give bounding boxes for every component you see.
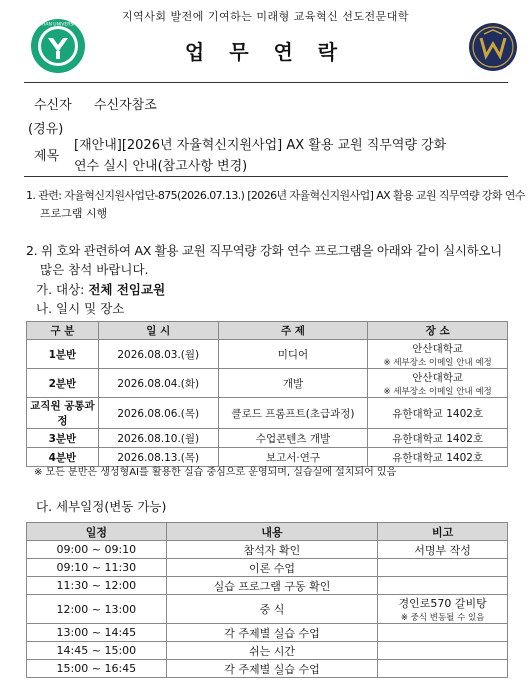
paragraph-1-line-1: 1. 관련: 자율혁신지원사업단-875(2026.07.13.) [2026년 자율혁신지원사업] AX 활용 교원 직무역량 강화 연수 (26, 189, 525, 202)
target-item (36, 280, 165, 299)
recipient-label: 수신자 (34, 98, 72, 113)
col-date: 일 시 (98, 322, 218, 340)
row-topic: 보고서·연구 (218, 448, 368, 467)
table-row (27, 660, 508, 678)
document-title: 업 무 연 락 (184, 40, 347, 64)
recipient-value: 수신자참조 (94, 98, 157, 113)
row-time: 13:00 ~ 14:45 (27, 624, 167, 642)
col-place: 장 소 (368, 322, 508, 340)
row-remark (378, 577, 508, 595)
detail-heading: 다. 세부일정(변동 가능) (36, 499, 167, 514)
row-topic: 수업콘텐츠 개발 (218, 429, 368, 448)
table-row (27, 559, 508, 577)
subject-line-1: [재안내][2026년 자율혁신지원사업] AX 활용 교원 직무역량 강화 (74, 138, 447, 153)
place-note: ※ 세부장소 이메일 안내 예정 (383, 386, 492, 397)
table-row (27, 369, 508, 398)
logo-lettering: YUHAN UNIVERSITY (35, 22, 81, 28)
row-topic: 개발 (218, 369, 368, 398)
row-date: 2026.08.13.(목) (98, 448, 218, 467)
row-time: 09:10 ~ 11:30 (27, 559, 167, 577)
remark-text: 경인로570 갈비탕 (398, 597, 487, 610)
schedule-table-header (27, 322, 508, 340)
detail-table (26, 522, 508, 678)
header-divider (24, 82, 508, 83)
row-content: 참석자 확인 (166, 541, 378, 559)
table-row (27, 429, 508, 448)
col-topic: 주 제 (218, 322, 368, 340)
table-row (27, 577, 508, 595)
row-group: 1분반 (27, 340, 99, 369)
row-topic: 미디어 (218, 340, 368, 369)
row-time: 14:45 ~ 15:00 (27, 642, 167, 660)
row-content: 중 식 (166, 595, 378, 624)
row-date: 2026.08.06.(목) (98, 398, 218, 429)
row-content: 각 주제별 실습 수업 (166, 660, 378, 678)
schedule-table (26, 321, 508, 467)
row-place: 유한대학교 1402호 (368, 429, 508, 448)
subject-label: 제목 (34, 149, 60, 164)
col-content: 내용 (166, 523, 378, 541)
row-date: 2026.08.04.(화) (98, 369, 218, 398)
row-date: 2026.08.03.(월) (98, 340, 218, 369)
row-content: 쉬는 시간 (166, 642, 378, 660)
place-note: ※ 세부장소 이메일 안내 예정 (383, 357, 492, 368)
row-place: 유한대학교 1402호 (368, 398, 508, 429)
col-remark: 비고 (378, 523, 508, 541)
target-label: 가. 대상: (36, 282, 89, 297)
university-logo-right (468, 22, 518, 72)
row-group: 교직원 공통과정 (27, 398, 99, 429)
row-time: 11:30 ~ 12:00 (27, 577, 167, 595)
table-row (27, 398, 508, 429)
row-remark (378, 559, 508, 577)
row-remark (378, 660, 508, 678)
row-place (368, 369, 508, 398)
table-row (27, 340, 508, 369)
row-date: 2026.08.10.(월) (98, 429, 218, 448)
row-time: 15:00 ~ 16:45 (27, 660, 167, 678)
table-row (27, 642, 508, 660)
row-time: 09:00 ~ 09:10 (27, 541, 167, 559)
row-group: 2분반 (27, 369, 99, 398)
remark-note: ※ 중식 변동될 수 있음 (400, 613, 485, 623)
paragraph-1-line-2: 프로그램 시행 (40, 207, 108, 220)
via-label: (경유) (28, 122, 64, 137)
paragraph-2-line-2: 많은 참석 바랍니다. (40, 262, 149, 277)
table-row (27, 595, 508, 624)
row-remark (378, 642, 508, 660)
row-topic: 클로드 프롬프트(초급과정) (218, 398, 368, 429)
row-remark: 서명부 작성 (378, 541, 508, 559)
university-logo-left (30, 18, 86, 74)
header-motto: 지역사회 발전에 기여하는 미래형 교육혁신 선도전문대학 (121, 10, 409, 23)
detail-table-header (27, 523, 508, 541)
row-time: 12:00 ~ 13:00 (27, 595, 167, 624)
col-group: 구 분 (27, 322, 99, 340)
target-value: 전체 전임교원 (88, 282, 166, 297)
row-content: 이론 수업 (166, 559, 378, 577)
row-content: 각 주제별 실습 수업 (166, 624, 378, 642)
place-text: 안산대학교 (412, 342, 463, 355)
schedule-heading: 나. 일시 및 장소 (36, 301, 125, 316)
row-remark (378, 624, 508, 642)
table-row (27, 624, 508, 642)
schedule-note: ※ 모든 분반은 생성형AI를 활용한 실습 중심으로 운영되며, 실습실에 설치되어 있음 (34, 467, 397, 478)
row-group: 3분반 (27, 429, 99, 448)
paragraph-2-line-1: 2. 위 호와 관련하여 AX 활용 교원 직무역량 강화 연수 프로그램을 아래와 같이 실시하오니 (26, 243, 502, 258)
row-place: 유한대학교 1402호 (368, 448, 508, 467)
col-time: 일정 (27, 523, 167, 541)
subject-line-2: 연수 실시 안내(참고사항 변경) (74, 159, 248, 174)
meta-divider (24, 176, 508, 177)
row-content: 실습 프로그램 구동 확인 (166, 577, 378, 595)
row-group: 4분반 (27, 448, 99, 467)
row-place (368, 340, 508, 369)
row-remark (378, 595, 508, 624)
table-row (27, 541, 508, 559)
place-text: 안산대학교 (412, 371, 463, 384)
